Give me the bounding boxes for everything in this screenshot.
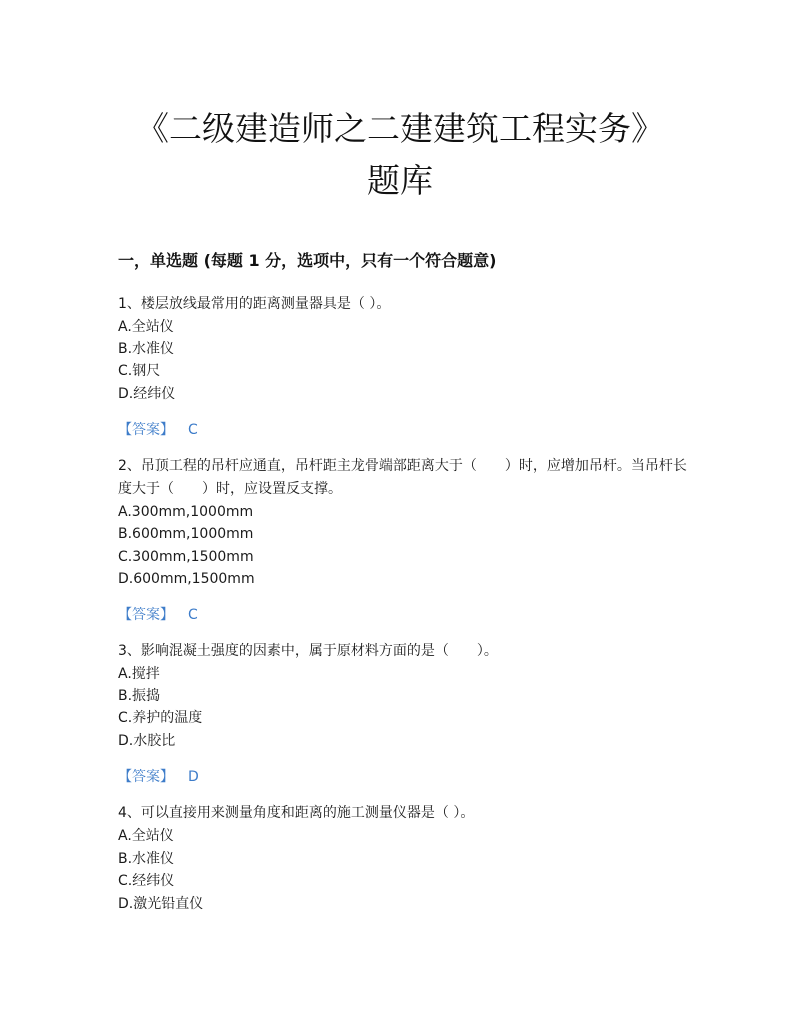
document-subtitle: 题库 [367, 161, 433, 200]
question-1-answer [118, 421, 198, 439]
question-4-option-c: C.经纬仪 [118, 873, 175, 889]
question-4-text: 4、可以直接用来测量角度和距离的施工测量仪器是（ ）。 [118, 805, 475, 821]
question-1-option-a: A.全站仪 [118, 319, 174, 335]
question-2-option-a: A.300mm,1000mm [118, 504, 254, 520]
question-2-answer [118, 606, 198, 624]
question-2-option-c: C.300mm,1500mm [118, 549, 254, 565]
question-1-option-c: C.钢尺 [118, 363, 161, 379]
question-3-option-c: C.养护的温度 [118, 710, 203, 726]
answer-label: 【答案】 [118, 769, 174, 785]
question-4-option-d: D.激光铅直仪 [118, 896, 204, 912]
answer-value: C [188, 607, 198, 623]
question-3-text: 3、影响混凝土强度的因素中，属于原材料方面的是（ ）。 [118, 643, 498, 659]
question-3-option-a: A.搅拌 [118, 666, 160, 682]
question-1-option-d: D.经纬仪 [118, 386, 176, 402]
question-3-answer [118, 768, 199, 786]
question-1-option-b: B.水准仪 [118, 341, 175, 357]
question-3-option-b: B.振捣 [118, 688, 161, 704]
answer-value: D [188, 769, 199, 785]
question-1-text: 1、楼层放线最常用的距离测量器具是（ ）。 [118, 296, 391, 312]
question-2-text: 2、吊顶工程的吊杆应通直，吊杆距主龙骨端部距离大于（ ）时，应增加吊杆。当吊杆长度大于（ ）时，应设置反支撑。 [118, 458, 687, 497]
section-heading: 一，单选题 (每题 1 分，选项中，只有一个符合题意) [118, 251, 497, 270]
answer-label: 【答案】 [118, 422, 174, 438]
answer-value: C [188, 422, 198, 438]
answer-label: 【答案】 [118, 607, 174, 623]
question-4-option-a: A.全站仪 [118, 828, 174, 844]
question-2-option-d: D.600mm,1500mm [118, 571, 255, 587]
document-title: 《二级建造师之二建建筑工程实务》 [136, 109, 664, 148]
question-3-option-d: D.水胶比 [118, 733, 176, 749]
question-4-option-b: B.水准仪 [118, 851, 175, 867]
question-2-option-b: B.600mm,1000mm [118, 526, 254, 542]
